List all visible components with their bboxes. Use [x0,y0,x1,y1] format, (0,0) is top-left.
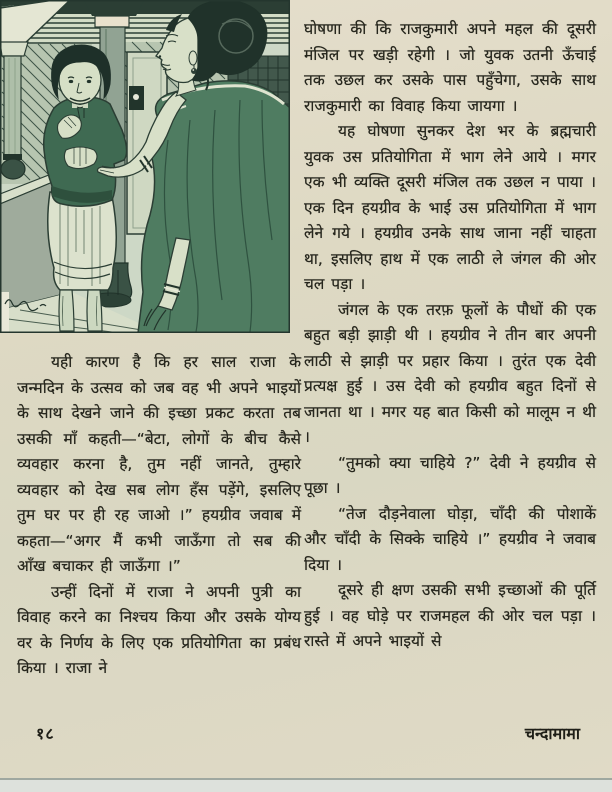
page-bottom-edge [0,778,612,792]
story-paragraph: यह घोषणा सुनकर देश भर के ब्रह्मचारी युवक उस प्रतियोगिता में भाग लेने आये । मगर एक भी व्यक्ति दूसरी मंजिल तक उछल न पाया । एक दिन हयग्रीव के भाई उस प्रतियोगिता में भाग लेने गये । हयग्रीव उनके साथ जाना नहीं चाहता था, इसलिए हाथ में एक लाठी ले जंगल की ओर चल पड़ा । [304,122,596,293]
story-paragraph: उन्हीं दिनों में राजा ने अपनी पुत्री का विवाह करने का निश्चय किया और उसके योग्य वर के निर्णय के लिए एक प्रतियोगिता का प्रबंध किया । राजा ने [17,582,301,677]
story-illustration [0,0,290,333]
page-number: १८ [36,724,55,743]
magazine-name: चन्दामामा [524,724,580,743]
story-paragraph: यही कारण है कि हर साल राजा के जन्मदिन के उत्सव को जब वह भी अपने भाइयों के साथ देखने जाने की इच्छा प्रकट करता तब उसकी माँ कहती—“बेटा, लोगों के बीच कैसे व्यवहार करना है, तुम नहीं जानते, तुम्हारे व्यवहार को देख सब लोग हँस पड़ेंगे, इसलिए तुम घर पर ही रह जाओ ।” हयग्रीव जवाब में कहता—“अगर मैं कभी जाऊँगा तो सब की आँख बचाकर ही जाऊँगा ।” [17,353,301,575]
right-column [304,17,596,655]
story-paragraph: “तुमको क्या चाहिये ?” देवी ने हयग्रीव से पूछा । [304,453,596,497]
story-paragraph: “तेज दौड़नेवाला घोड़ा, चाँदी की पोशाकें और चाँदी के सिक्के चाहिये ।” हयग्रीव ने जवाब दिया । [304,504,596,574]
story-paragraph: जंगल के एक तरफ़ फूलों के पौधों की एक बहुत बड़ी झाड़ी थी । हयग्रीव ने तीन बार अपनी लाठी से झाड़ी पर प्रहार किया । तुरंत एक देवी प्रत्यक्ष हुई । उस देवी को हयग्रीव बहुत दिनों से जानता था । मगर यह बात किसी को मालूम न थी । [304,300,596,446]
story-paragraph: घोषणा की कि राजकुमारी अपने महल की दूसरी मंजिल पर खड़ी रहेगी । जो युवक उतनी ऊँचाई तक उछल कर उसके पास पहुँचेगा, उसके साथ राजकुमारी का विवाह किया जायगा । [304,20,596,115]
story-paragraph: दूसरे ही क्षण उसकी सभी इच्छाओं की पूर्ति हुई । वह घोड़े पर राजमहल की ओर चल पड़ा । रास्ते में अपने भाइयों से [304,581,596,650]
page-footer [0,722,612,748]
left-column [17,350,301,682]
